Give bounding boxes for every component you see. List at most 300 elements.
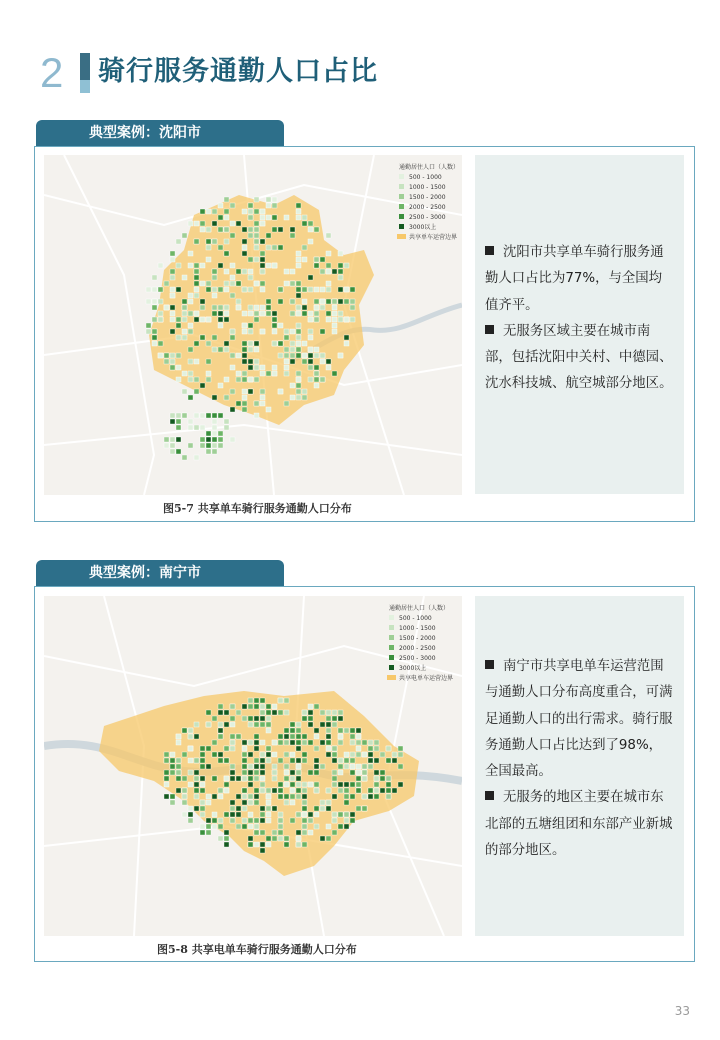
density-cell [350, 299, 355, 304]
density-cell [284, 401, 289, 406]
density-cell [182, 305, 187, 310]
density-cell [302, 215, 307, 220]
density-cell [260, 716, 265, 721]
density-cell [350, 734, 355, 739]
density-cell [302, 245, 307, 250]
density-cell [206, 800, 211, 805]
density-cell [194, 413, 199, 418]
density-cell [314, 383, 319, 388]
density-cell [344, 287, 349, 292]
density-cell [236, 371, 241, 376]
density-cell [266, 788, 271, 793]
density-cell [332, 812, 337, 817]
density-cell [374, 758, 379, 763]
density-cell [326, 710, 331, 715]
density-cell [170, 329, 175, 334]
density-cell [326, 836, 331, 841]
density-cell [290, 800, 295, 805]
density-cell [338, 287, 343, 292]
density-cell [224, 227, 229, 232]
density-cell [344, 818, 349, 823]
density-cell [278, 824, 283, 829]
density-cell [218, 347, 223, 352]
density-cell [254, 359, 259, 364]
density-cell [188, 377, 193, 382]
density-cell [296, 842, 301, 847]
legend-item: 2500 - 3000 [399, 655, 436, 662]
density-cell [290, 818, 295, 823]
density-cell [368, 740, 373, 745]
density-cell [254, 311, 259, 316]
density-cell [314, 812, 319, 817]
density-cell [218, 824, 223, 829]
density-cell [332, 317, 337, 322]
density-cell [320, 299, 325, 304]
density-cell [320, 329, 325, 334]
density-cell [188, 293, 193, 298]
density-cell [254, 698, 259, 703]
density-cell [308, 830, 313, 835]
density-cell [338, 710, 343, 715]
density-cell [362, 794, 367, 799]
density-cell [176, 734, 181, 739]
density-cell [176, 764, 181, 769]
density-cell [248, 215, 253, 220]
paragraph: 无服务的地区主要在城市东北部的五塘组团和东部产业新城的部分地区。 [485, 790, 673, 859]
density-cell [338, 734, 343, 739]
legend-swatch [389, 645, 394, 650]
density-cell [248, 359, 253, 364]
density-cell [200, 830, 205, 835]
density-cell [260, 263, 265, 268]
density-cell [194, 734, 199, 739]
density-cell [266, 716, 271, 721]
density-cell [260, 251, 265, 256]
density-cell [296, 728, 301, 733]
density-cell [248, 842, 253, 847]
density-cell [242, 794, 247, 799]
density-cell [326, 806, 331, 811]
density-cell [212, 305, 217, 310]
density-cell [296, 758, 301, 763]
density-cell [194, 776, 199, 781]
density-cell [266, 806, 271, 811]
density-cell [338, 812, 343, 817]
density-cell [248, 764, 253, 769]
density-cell [224, 842, 229, 847]
density-cell [200, 299, 205, 304]
density-cell [398, 782, 403, 787]
density-cell [218, 788, 223, 793]
density-cell [260, 806, 265, 811]
density-cell [242, 371, 247, 376]
density-cell [242, 740, 247, 745]
density-cell [272, 770, 277, 775]
density-cell [272, 365, 277, 370]
density-cell [278, 353, 283, 358]
density-cell [188, 770, 193, 775]
density-cell [302, 758, 307, 763]
density-cell [398, 746, 403, 751]
density-cell [302, 389, 307, 394]
density-cell [170, 311, 175, 316]
density-cell [200, 824, 205, 829]
density-cell [308, 722, 313, 727]
density-cell [296, 335, 301, 340]
density-cell [320, 836, 325, 841]
density-cell [200, 746, 205, 751]
density-cell [278, 299, 283, 304]
density-cell [188, 425, 193, 430]
density-cell [230, 800, 235, 805]
density-cell [332, 758, 337, 763]
density-cell [230, 281, 235, 286]
density-cell [356, 770, 361, 775]
density-cell [218, 728, 223, 733]
density-cell [290, 353, 295, 358]
density-cell [338, 263, 343, 268]
density-cell [266, 752, 271, 757]
density-cell [242, 824, 247, 829]
density-cell [254, 305, 259, 310]
density-cell [254, 377, 259, 382]
density-cell [344, 335, 349, 340]
density-cell [314, 257, 319, 262]
density-cell [206, 227, 211, 232]
density-cell [254, 245, 259, 250]
density-cell [242, 389, 247, 394]
density-cell [314, 317, 319, 322]
density-cell [152, 305, 157, 310]
density-cell [374, 788, 379, 793]
density-cell [182, 752, 187, 757]
density-cell [296, 203, 301, 208]
density-cell [392, 752, 397, 757]
legend-item: 2000 - 2500 [399, 645, 436, 652]
density-cell [344, 317, 349, 322]
density-cell [224, 311, 229, 316]
density-cell [356, 776, 361, 781]
density-cell [158, 299, 163, 304]
density-cell [182, 311, 187, 316]
density-cell [218, 245, 223, 250]
density-cell [170, 419, 175, 424]
density-cell [272, 323, 277, 328]
density-cell [218, 305, 223, 310]
density-cell [176, 239, 181, 244]
density-cell [188, 359, 193, 364]
density-cell [212, 209, 217, 214]
density-cell [224, 830, 229, 835]
density-cell [230, 740, 235, 745]
legend-item: 500 - 1000 [409, 174, 442, 181]
density-cell [326, 788, 331, 793]
density-cell [164, 443, 169, 448]
density-cell [266, 758, 271, 763]
density-cell [338, 251, 343, 256]
density-cell [164, 776, 169, 781]
case-tab-shenyang: 典型案例：沈阳市 [36, 120, 284, 146]
density-cell [278, 389, 283, 394]
density-cell [290, 311, 295, 316]
density-cell [308, 239, 313, 244]
case-tab-nanning: 典型案例：南宁市 [36, 560, 284, 586]
density-cell [344, 752, 349, 757]
density-cell [248, 347, 253, 352]
density-cell [194, 317, 199, 322]
density-cell [254, 401, 259, 406]
density-cell [170, 359, 175, 364]
density-cell [158, 317, 163, 322]
density-cell [284, 698, 289, 703]
density-cell [332, 329, 337, 334]
density-cell [308, 812, 313, 817]
density-cell [230, 389, 235, 394]
density-cell [326, 251, 331, 256]
density-cell [374, 794, 379, 799]
density-cell [296, 734, 301, 739]
density-cell [212, 347, 217, 352]
density-cell [170, 353, 175, 358]
density-cell [200, 227, 205, 232]
density-cell [218, 758, 223, 763]
density-cell [368, 746, 373, 751]
density-cell [194, 806, 199, 811]
legend-swatch [399, 224, 404, 229]
density-cell [296, 764, 301, 769]
legend-item: 1000 - 1500 [409, 184, 446, 191]
density-cell [278, 698, 283, 703]
density-cell [344, 728, 349, 733]
density-cell [302, 824, 307, 829]
density-cell [314, 788, 319, 793]
density-cell [296, 323, 301, 328]
density-cell [218, 317, 223, 322]
density-cell [326, 317, 331, 322]
density-cell [152, 299, 157, 304]
density-cell [284, 782, 289, 787]
density-cell [254, 722, 259, 727]
density-cell [176, 449, 181, 454]
density-cell [284, 800, 289, 805]
density-cell [308, 377, 313, 382]
density-cell [176, 377, 181, 382]
density-cell [284, 752, 289, 757]
density-cell [254, 227, 259, 232]
density-cell [182, 317, 187, 322]
density-cell [212, 413, 217, 418]
density-cell [236, 776, 241, 781]
density-cell [266, 704, 271, 709]
density-cell [206, 341, 211, 346]
density-cell [212, 239, 217, 244]
density-cell [230, 746, 235, 751]
density-cell [254, 317, 259, 322]
density-cell [200, 758, 205, 763]
density-cell [356, 740, 361, 745]
legend-item: 3000以上 [399, 665, 427, 672]
density-cell [308, 227, 313, 232]
density-cell [242, 341, 247, 346]
density-cell [326, 299, 331, 304]
density-cell [188, 782, 193, 787]
density-cell [296, 251, 301, 256]
density-cell [302, 710, 307, 715]
legend-swatch [389, 625, 394, 630]
density-cell [302, 812, 307, 817]
density-cell [272, 806, 277, 811]
density-cell [206, 281, 211, 286]
density-cell [200, 788, 205, 793]
density-cell [170, 287, 175, 292]
density-cell [182, 800, 187, 805]
density-cell [218, 215, 223, 220]
density-cell [272, 704, 277, 709]
density-cell [260, 764, 265, 769]
density-cell [248, 800, 253, 805]
density-cell [368, 764, 373, 769]
density-cell [296, 329, 301, 334]
density-cell [218, 203, 223, 208]
density-cell [320, 359, 325, 364]
legend-swatch [399, 174, 404, 179]
density-cell [188, 221, 193, 226]
density-cell [314, 311, 319, 316]
density-cell [248, 287, 253, 292]
density-cell [356, 752, 361, 757]
density-cell [302, 800, 307, 805]
density-cell [266, 245, 271, 250]
density-cell [242, 287, 247, 292]
density-cell [224, 251, 229, 256]
section-number: 2 [40, 49, 64, 96]
density-cell [332, 782, 337, 787]
density-cell [296, 782, 301, 787]
density-cell [296, 371, 301, 376]
density-cell [308, 770, 313, 775]
density-cell [284, 794, 289, 799]
density-cell [212, 275, 217, 280]
density-cell [302, 782, 307, 787]
density-cell [236, 353, 241, 358]
density-cell [182, 275, 187, 280]
density-cell [284, 329, 289, 334]
density-cell [284, 347, 289, 352]
density-cell [152, 329, 157, 334]
density-cell [212, 437, 217, 442]
density-cell [278, 830, 283, 835]
density-cell [344, 263, 349, 268]
density-cell [296, 263, 301, 268]
density-cell [164, 353, 169, 358]
page-title: 骑行服务通勤人口占比 [98, 56, 378, 87]
density-cell [296, 794, 301, 799]
density-cell [242, 770, 247, 775]
density-cell [356, 734, 361, 739]
density-cell [260, 371, 265, 376]
density-cell [152, 317, 157, 322]
legend-swatch [399, 214, 404, 219]
density-cell [278, 323, 283, 328]
density-cell [194, 275, 199, 280]
density-cell [260, 776, 265, 781]
density-cell [254, 347, 259, 352]
density-cell [392, 788, 397, 793]
density-cell [290, 383, 295, 388]
density-cell [260, 830, 265, 835]
density-cell [206, 710, 211, 715]
density-cell [188, 347, 193, 352]
density-cell [236, 794, 241, 799]
density-cell [200, 800, 205, 805]
density-cell [164, 758, 169, 763]
density-cell [188, 806, 193, 811]
density-cell [296, 770, 301, 775]
density-cell [176, 419, 181, 424]
legend-item: 3000以上 [409, 224, 437, 231]
density-cell [314, 353, 319, 358]
density-cell [338, 740, 343, 745]
density-cell [182, 728, 187, 733]
density-cell [194, 788, 199, 793]
density-cell [272, 329, 277, 334]
density-cell [176, 335, 181, 340]
density-cell [296, 740, 301, 745]
density-cell [218, 722, 223, 727]
density-cell [242, 377, 247, 382]
density-cell [302, 221, 307, 226]
density-cell [224, 710, 229, 715]
density-cell [266, 203, 271, 208]
density-cell [296, 776, 301, 781]
density-cell [230, 764, 235, 769]
density-cell [314, 704, 319, 709]
density-cell [254, 413, 259, 418]
density-cell [320, 710, 325, 715]
density-cell [242, 329, 247, 334]
density-cell [254, 221, 259, 226]
density-cell [278, 287, 283, 292]
density-cell [344, 299, 349, 304]
density-cell [260, 842, 265, 847]
density-cell [314, 227, 319, 232]
density-cell [296, 383, 301, 388]
density-cell [290, 359, 295, 364]
density-cell [326, 746, 331, 751]
density-cell [248, 776, 253, 781]
density-cell [278, 227, 283, 232]
density-cell [302, 395, 307, 400]
density-cell [242, 716, 247, 721]
density-cell [254, 740, 259, 745]
density-cell [236, 401, 241, 406]
density-cell [176, 365, 181, 370]
density-cell [302, 257, 307, 262]
density-cell [254, 764, 259, 769]
density-cell [212, 419, 217, 424]
density-cell [206, 287, 211, 292]
density-cell [212, 824, 217, 829]
density-cell [356, 764, 361, 769]
density-cell [182, 299, 187, 304]
density-cell [254, 233, 259, 238]
density-cell [362, 806, 367, 811]
density-cell [212, 311, 217, 316]
density-cell [200, 764, 205, 769]
density-cell [236, 299, 241, 304]
density-cell [272, 752, 277, 757]
density-cell [206, 443, 211, 448]
